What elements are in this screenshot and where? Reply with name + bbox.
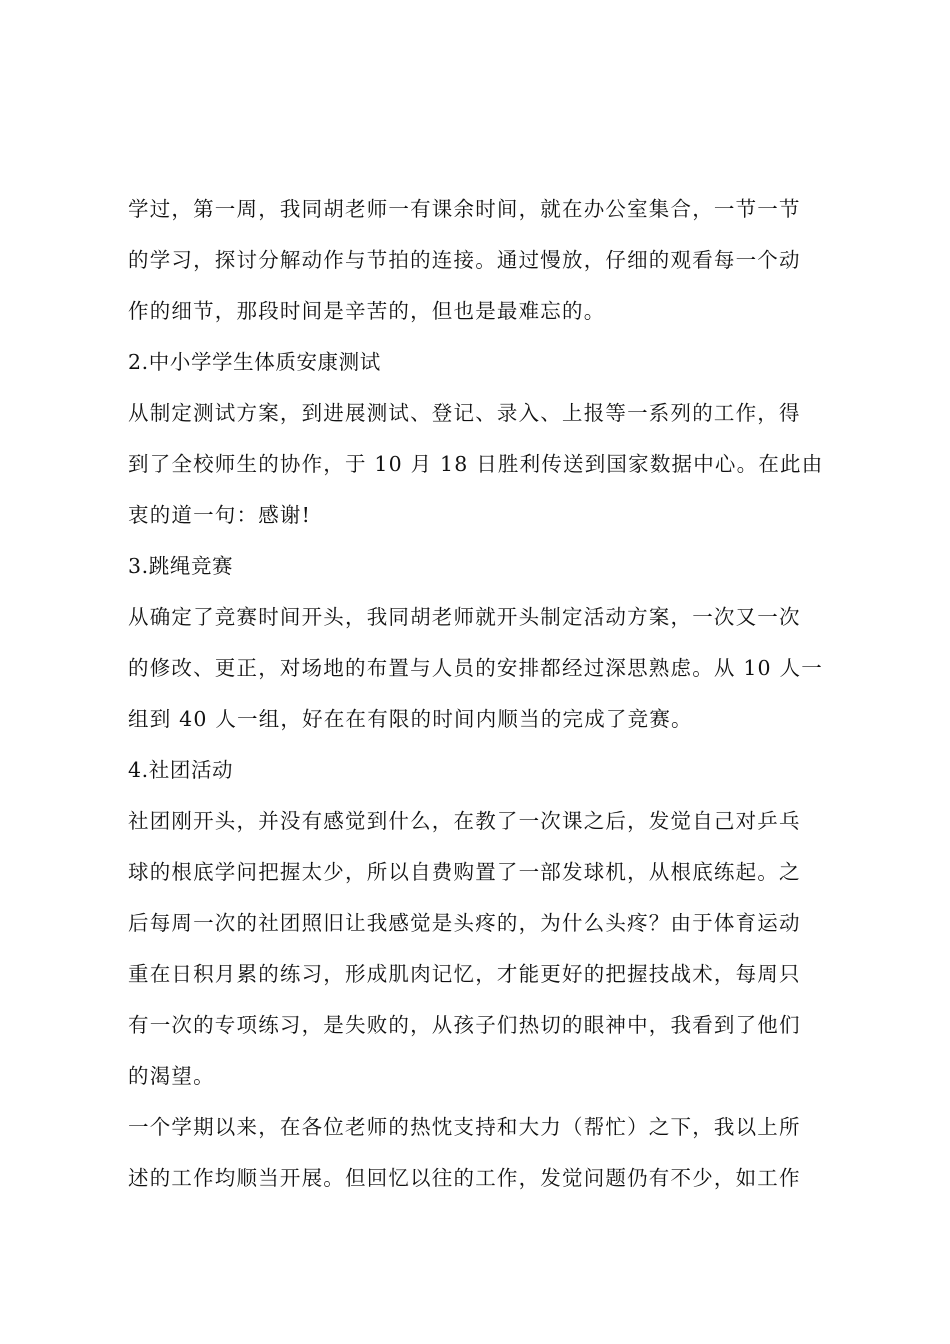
- paragraph-line: 重在日积月累的练习，形成肌肉记忆，才能更好的把握技战术，每周只: [128, 962, 801, 986]
- section-heading: 3.跳绳竞赛: [128, 554, 234, 578]
- section-heading: 4.社团活动: [128, 758, 234, 782]
- paragraph-line: 述的工作均顺当开展。但回忆以往的工作，发觉问题仍有不少，如工作: [128, 1166, 801, 1190]
- paragraph-line: 到了全校师生的协作，于 10 月 18 日胜利传送到国家数据中心。在此由: [128, 452, 824, 476]
- paragraph-line: 一个学期以来，在各位老师的热忱支持和大力（帮忙）之下，我以上所: [128, 1115, 801, 1139]
- section-heading: 2.中小学学生体质安康测试: [128, 350, 381, 374]
- paragraph-line: 社团刚开头，并没有感觉到什么，在教了一次课之后，发觉自己对乒乓: [128, 809, 801, 833]
- document-body: [128, 184, 828, 1204]
- paragraph-line: 从制定测试方案，到进展测试、登记、录入、上报等一系列的工作，得: [128, 401, 801, 425]
- paragraph-line: 的渴望。: [128, 1064, 215, 1088]
- paragraph-line: 作的细节，那段时间是辛苦的，但也是最难忘的。: [128, 299, 606, 323]
- paragraph-line: 组到 40 人一组，好在在有限的时间内顺当的完成了竞赛。: [128, 707, 693, 731]
- paragraph-line: 学过，第一周，我同胡老师一有课余时间，就在办公室集合，一节一节: [128, 197, 801, 221]
- paragraph-line: 后每周一次的社团照旧让我感觉是头疼的，为什么头疼？由于体育运动: [128, 911, 801, 935]
- paragraph-line: 的学习，探讨分解动作与节拍的连接。通过慢放，仔细的观看每一个动: [128, 248, 801, 272]
- paragraph-line: 衷的道一句：感谢!: [128, 503, 312, 527]
- paragraph-line: 从确定了竞赛时间开头，我同胡老师就开头制定活动方案，一次又一次: [128, 605, 801, 629]
- paragraph-line: 的修改、更正，对场地的布置与人员的安排都经过深思熟虑。从 10 人一: [128, 656, 823, 680]
- paragraph-line: 有一次的专项练习，是失败的，从孩子们热切的眼神中，我看到了他们: [128, 1013, 801, 1037]
- paragraph-line: 球的根底学问把握太少，所以自费购置了一部发球机，从根底练起。之: [128, 860, 801, 884]
